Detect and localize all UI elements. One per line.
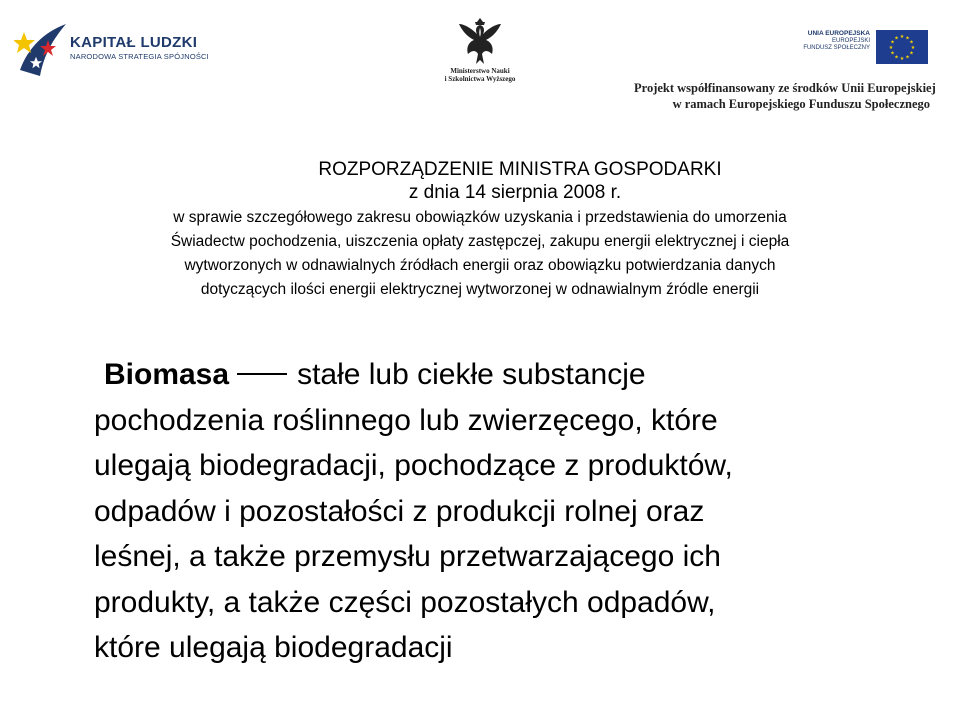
kapital-ludzki-stars-icon <box>14 18 70 78</box>
eu-star-icon: ★ <box>894 54 899 61</box>
cofinancing-note <box>634 80 936 112</box>
definition-line4: odpadów i pozostałości z produkcji rolnej oraz <box>94 494 705 528</box>
regulation-date: z dnia 14 sierpnia 2008 r. <box>408 182 622 203</box>
cofinancing-line2: w ramach Europejskiego Funduszu Społecznego <box>672 97 930 111</box>
eu-logo-line3: FUNDUSZ SPOŁECZNY <box>803 45 870 51</box>
eu-star-icon: ★ <box>909 50 914 57</box>
definition-line7: które ulegają biodegradacji <box>94 631 453 664</box>
regulation-subject-line2: Świadectw pochodzenia, uiszczenia opłaty zastępczej, zakupu energii elektrycznej i ciepła <box>170 233 790 250</box>
eu-star-icon: ★ <box>899 34 905 40</box>
ministry-name-line1: Ministerstwo Nauki <box>450 67 510 75</box>
definition-line6: produkty, a także części pozostałych odpadów, <box>94 585 716 619</box>
definition-line2: pochodzenia roślinnego lub zwierzęcego, które <box>94 403 718 437</box>
polish-eagle-icon <box>458 14 502 70</box>
eu-logo-line2: EUROPEJSKI <box>831 38 870 44</box>
eu-star-icon: ★ <box>909 39 914 46</box>
definition-line5: leśnej, a także przemysłu przetwarzającego ich <box>94 540 721 573</box>
definition-term: Biomasa <box>104 358 230 391</box>
eu-star-icon: ★ <box>899 56 905 62</box>
ministry-name-line2: i Szkolnictwa Wyższego <box>444 75 516 83</box>
regulation-heading <box>40 158 920 302</box>
definition-line1-rest: stałe lub ciekłe substancje <box>297 358 646 391</box>
kapital-ludzki-title: KAPITAŁ LUDZKI <box>70 34 198 51</box>
ministry-name <box>440 67 520 83</box>
eu-star-icon: ★ <box>894 35 899 42</box>
eu-star-icon: ★ <box>905 54 910 61</box>
kapital-ludzki-logo <box>14 16 209 80</box>
cofinancing-line1: Projekt współfinansowany ze środków Unii Europejskiej <box>634 81 936 95</box>
eu-flag-icon <box>876 30 928 64</box>
eu-star-icon: ★ <box>890 39 895 46</box>
regulation-subject-line3: wytworzonych w odnawialnych źródłach energii oraz obowiązku potwierdzania danych <box>184 257 776 274</box>
regulation-subject-line4: dotyczących ilości energii elektrycznej wytworzonej w odnawialnym źródle energii <box>200 281 760 298</box>
eu-logo-line1: UNIA EUROPEJSKA <box>807 30 870 37</box>
regulation-title: ROZPORZĄDZENIE MINISTRA GOSPODARKI <box>318 159 722 180</box>
eu-star-icon: ★ <box>905 35 910 42</box>
header-logos <box>0 0 960 130</box>
biomass-definition <box>94 352 914 671</box>
definition-line3: ulegają biodegradacji, pochodzące z produktów, <box>94 449 733 482</box>
regulation-subject <box>40 206 920 302</box>
eu-star-icon: ★ <box>910 45 916 51</box>
definition-line1 <box>94 352 914 398</box>
eu-star-icon: ★ <box>890 50 895 57</box>
eu-star-icon: ★ <box>888 45 894 51</box>
regulation-subject-line1: w sprawie szczegółowego zakresu obowiązków uzyskania i przedstawienia do umorzenia <box>173 209 787 226</box>
kapital-ludzki-subtitle: NARODOWA STRATEGIA SPÓJNOŚCI <box>70 52 209 61</box>
definition-dash <box>237 373 287 375</box>
